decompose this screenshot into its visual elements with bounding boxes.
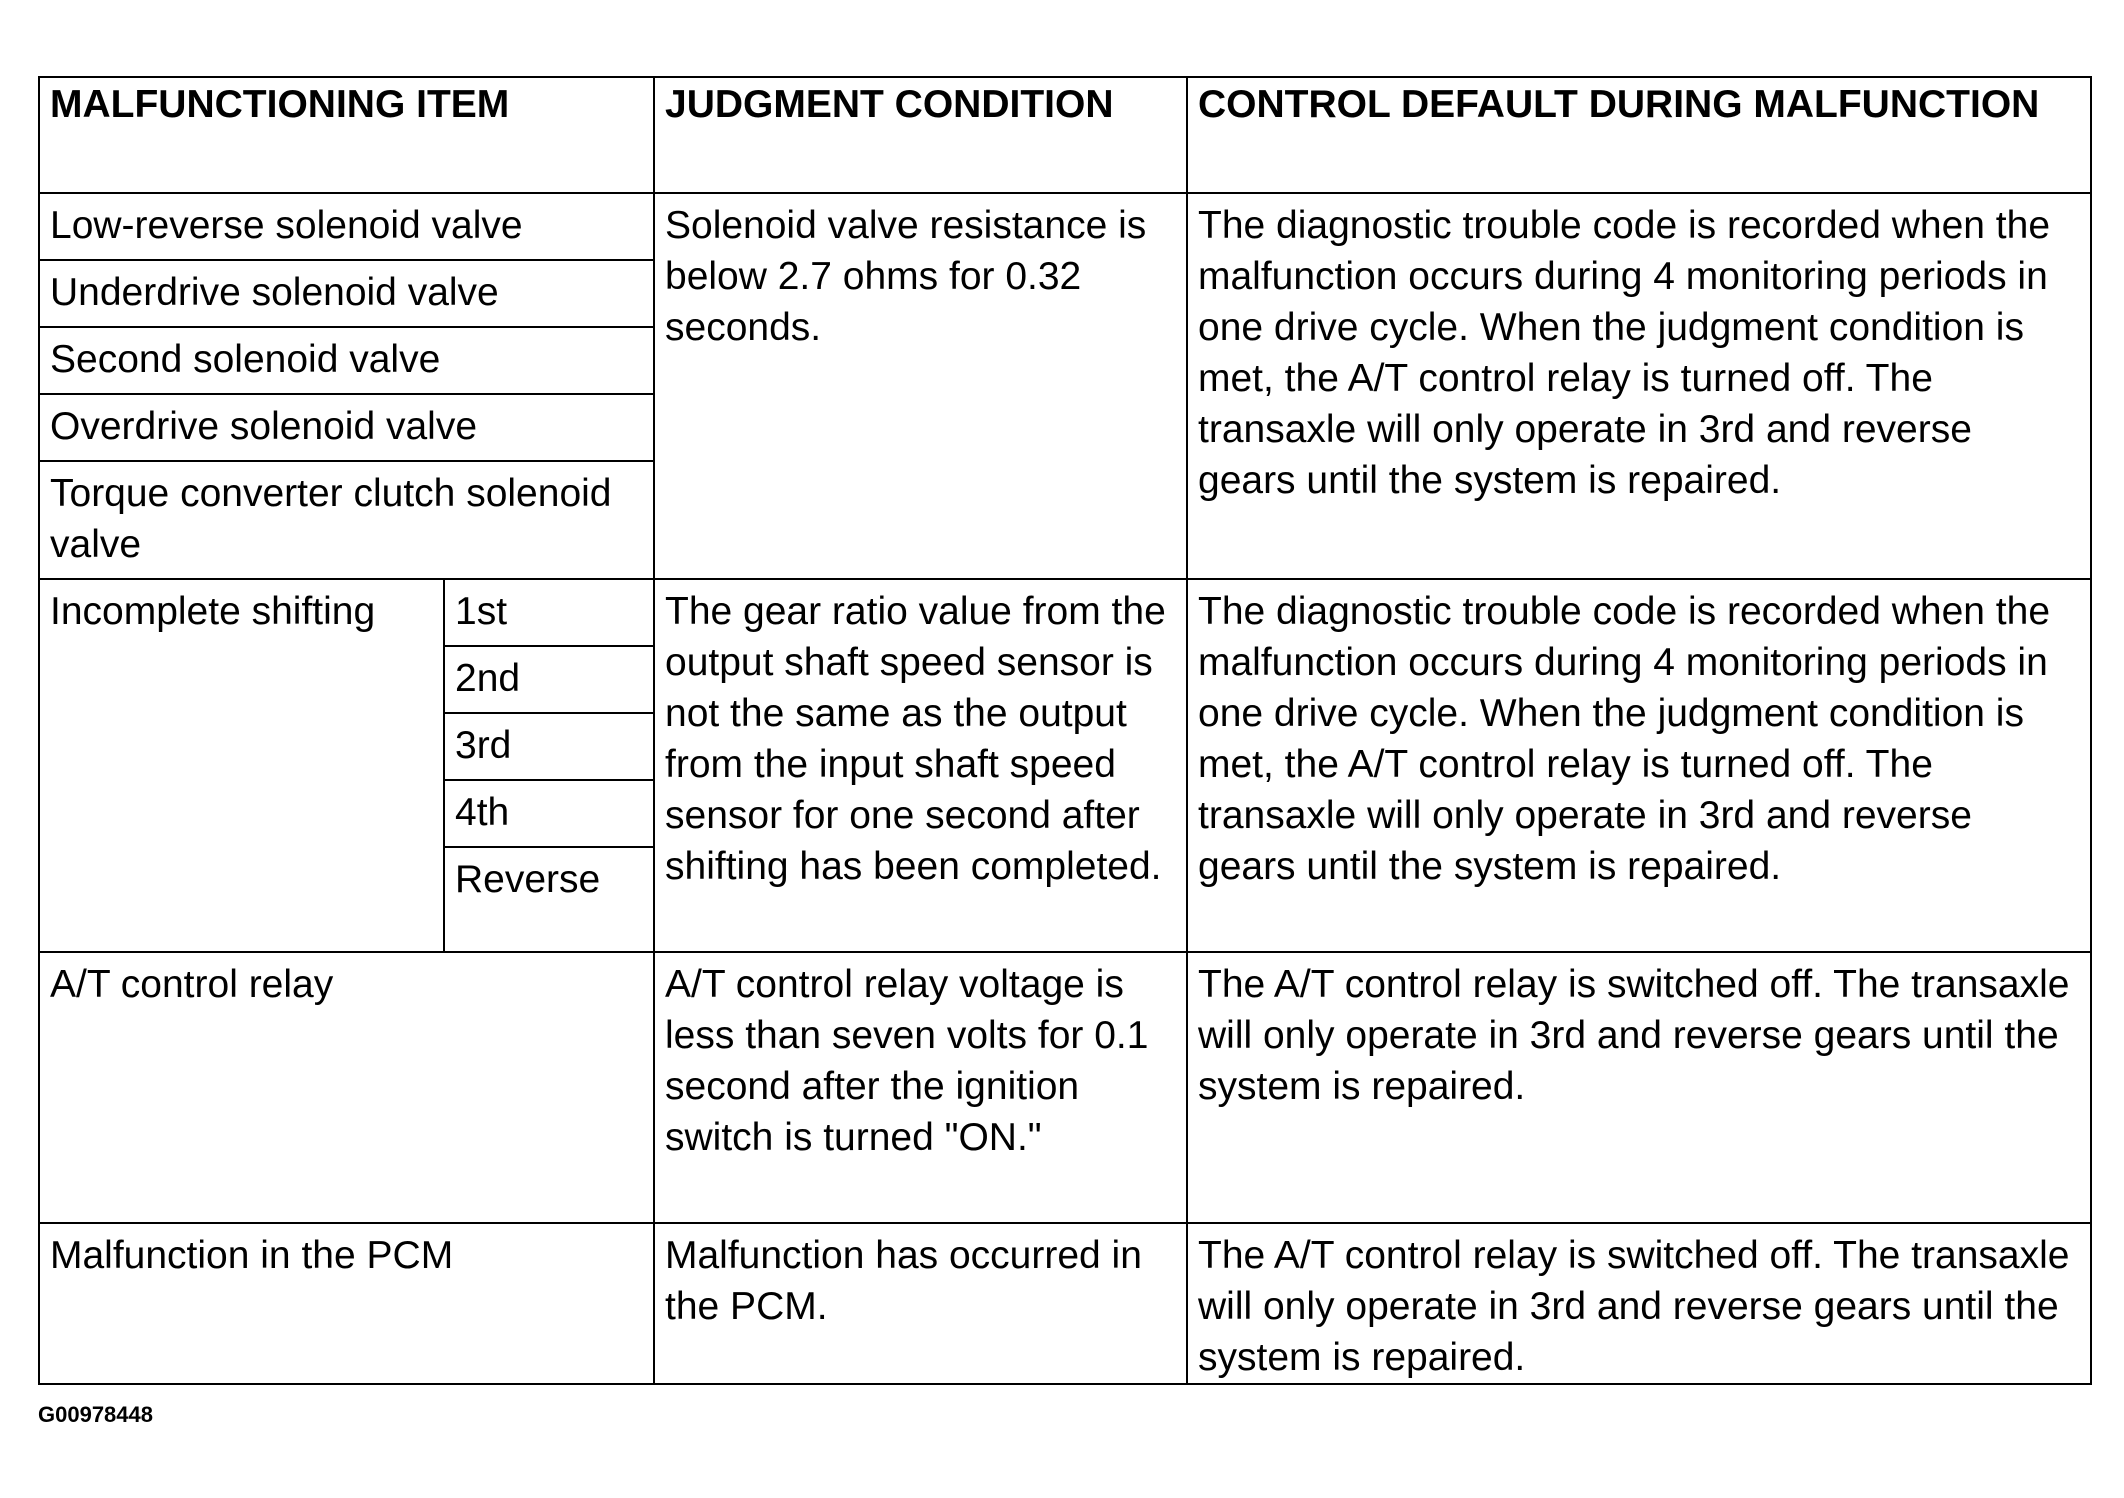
table-row [39,579,2091,646]
diagnosis-table [38,76,2092,1385]
control-relay-default: The A/T control relay is switched off. The transaxle will only operate in 3rd and reverse gears until the system is repaired. [1187,952,2091,1223]
gear-4th: 4th [444,780,654,847]
judgment-solenoid-resistance: Solenoid valve resistance is below 2.7 ohms for 0.32 seconds. [654,193,1187,579]
gear-reverse: Reverse [444,847,654,952]
gear-3rd: 3rd [444,713,654,780]
figure-id: G00978448 [38,1402,153,1427]
item-overdrive-solenoid: Overdrive solenoid valve [39,394,654,461]
item-underdrive-solenoid: Underdrive solenoid valve [39,260,654,327]
table-row [39,193,2091,260]
item-incomplete-shifting: Incomplete shifting [39,579,444,952]
item-second-solenoid: Second solenoid valve [39,327,654,394]
gear-1st: 1st [444,579,654,646]
item-pcm-malfunction: Malfunction in the PCM [39,1223,654,1384]
header-row [39,77,2091,193]
header-control-default: CONTROL DEFAULT DURING MALFUNCTION [1187,77,2091,193]
control-pcm-default: The A/T control relay is switched off. The transaxle will only operate in 3rd and reverse gears until the system is repaired. [1187,1223,2091,1384]
control-shifting-default: The diagnostic trouble code is recorded when the malfunction occurs during 4 monitoring periods in one drive cycle. When the judgment condition is met, the A/T control relay is turned off. The transaxle will only operate in 3rd and reverse gears until the system is repaired. [1187,579,2091,952]
judgment-relay-voltage: A/T control relay voltage is less than seven volts for 0.1 second after the ignition switch is turned "ON." [654,952,1187,1223]
item-torque-converter-solenoid: Torque converter clutch solenoid valve [39,461,654,579]
table-row [39,1223,2091,1384]
header-judgment-condition: JUDGMENT CONDITION [654,77,1187,193]
judgment-gear-ratio: The gear ratio value from the output shaft speed sensor is not the same as the output from the input shaft speed sensor for one second after shifting has been completed. [654,579,1187,952]
gear-2nd: 2nd [444,646,654,713]
item-low-reverse-solenoid: Low-reverse solenoid valve [39,193,654,260]
item-at-control-relay: A/T control relay [39,952,654,1223]
header-malfunctioning-item: MALFUNCTIONING ITEM [39,77,654,193]
judgment-pcm: Malfunction has occurred in the PCM. [654,1223,1187,1384]
table-row [39,952,2091,1223]
control-solenoid-default: The diagnostic trouble code is recorded when the malfunction occurs during 4 monitoring periods in one drive cycle. When the judgment condition is met, the A/T control relay is turned off. The transaxle will only operate in 3rd and reverse gears until the system is repaired. [1187,193,2091,579]
